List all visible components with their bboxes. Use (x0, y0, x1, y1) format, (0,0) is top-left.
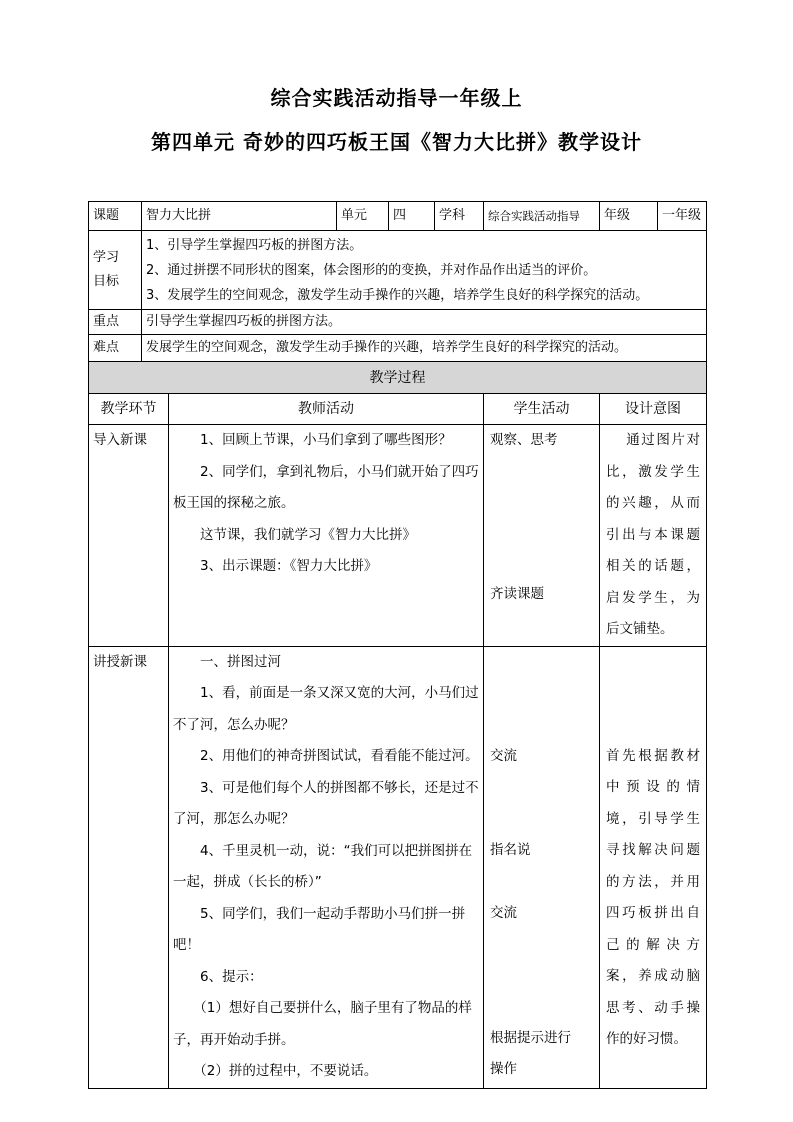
teacher-line: 1、看，前面是一条又深又宽的大河，小马们过不了河，怎么办呢？ (173, 685, 479, 733)
teacher-line: 这节课，我们就学习《智力大比拼》 (200, 526, 416, 543)
lesson-teacher (169, 646, 484, 1088)
process-section-title: 教学过程 (89, 362, 707, 394)
lesson-row (89, 646, 707, 1088)
unit-label: 单元 (337, 202, 389, 231)
teacher-line: （2）拼的过程中，不要说话。 (193, 1063, 378, 1079)
teacher-line: 4、千里灵机一动，说：“我们可以把拼图拼在一起，拼成（长长的桥）” (173, 842, 473, 890)
goals-label-line2: 目标 (93, 274, 120, 289)
difficulty-text: 发展学生的空间观念，激发学生动手操作的兴趣，培养学生良好的科学探究的活动。 (142, 335, 707, 362)
intro-teacher (169, 425, 484, 647)
intent-text: 通过图片对比，激发学生的兴趣，从而引出与本课题相关的话题，启发学生，为后文铺垫。 (606, 432, 700, 637)
teacher-line: （1）想好自己要拼什么，脑子里有了物品的样子，再开始动手拼。 (173, 1000, 472, 1048)
student-line: 交流 (490, 747, 517, 764)
student-line: 交流 (490, 904, 517, 921)
key-point-text: 引导学生掌握四巧板的拼图方法。 (142, 310, 707, 335)
goal-item: 3、发展学生的空间观念，激发学生动手操作的兴趣，培养学生良好的科学探究的活动。 (146, 287, 649, 303)
header-teacher: 教师活动 (169, 394, 484, 425)
course-label: 课题 (89, 202, 142, 231)
key-point-row (89, 310, 707, 335)
header-student: 学生活动 (484, 394, 600, 425)
teacher-line: 1、回顾上节课，小马们拿到了哪些图形？ (200, 432, 452, 448)
student-line: 观察、思考 (490, 432, 558, 448)
lesson-stage: 讲授新课 (89, 646, 169, 1088)
grade-label: 年级 (600, 202, 658, 231)
goals-content (142, 231, 707, 310)
unit-value: 四 (389, 202, 435, 231)
document-subtitle: 第四单元 奇妙的四巧板王国《智力大比拼》教学设计 (151, 130, 642, 154)
goals-label (89, 231, 142, 310)
student-line: 指名说 (490, 841, 531, 858)
teacher-line: 2、用他们的神奇拼图试试，看看能不能过河。 (200, 748, 479, 764)
lesson-intent (600, 646, 707, 1088)
process-title-row (89, 362, 707, 394)
lesson-student (484, 646, 600, 1088)
intent-text: 首先根据教材中预设的情境，引导学生寻找解决问题的方法，并用四巧板拼出自己的解决方案，养成动脑思考、动手操作的好习惯。 (606, 747, 700, 1047)
lesson-plan-table (88, 201, 707, 1089)
key-point-label: 重点 (89, 310, 142, 335)
teacher-line: 3、出示课题：《智力大比拼》 (200, 558, 378, 574)
goals-label-line1: 学习 (93, 250, 120, 265)
teacher-line: 5、同学们，我们一起动手帮助小马们拼一拼吧！ (173, 905, 466, 953)
grade-value: 一年级 (658, 202, 707, 231)
difficulty-label: 难点 (89, 335, 142, 362)
teacher-line: 一、拼图过河 (200, 653, 281, 670)
subject-label: 学科 (435, 202, 484, 231)
intro-stage: 导入新课 (89, 425, 169, 647)
goals-row (89, 231, 707, 310)
course-value: 智力大比拼 (142, 202, 337, 231)
teacher-line: 6、提示： (200, 968, 263, 985)
document-title: 综合实践活动指导一年级上 (270, 86, 523, 110)
teacher-line: 2、同学们，拿到礼物后，小马们就开始了四巧板王国的探秘之旅。 (173, 463, 479, 511)
subject-value: 综合实践活动指导 (484, 202, 600, 231)
header-intent: 设计意图 (600, 394, 707, 425)
goal-item: 2、通过拼摆不同形状的图案，体会图形的的变换，并对作品作出适当的评价。 (146, 262, 597, 278)
student-line: 根据提示进行操作 (490, 1029, 571, 1077)
intro-row (89, 425, 707, 647)
teacher-line: 3、可是他们每个人的拼图都不够长，还是过不了河，那怎么办呢？ (173, 779, 479, 827)
student-line: 齐读课题 (490, 586, 544, 602)
difficulty-row (89, 335, 707, 362)
intro-student (484, 425, 600, 647)
header-stage: 教学环节 (89, 394, 169, 425)
goal-item: 1、引导学生掌握四巧板的拼图方法。 (146, 237, 363, 253)
process-header-row (89, 394, 707, 425)
info-row (89, 202, 707, 231)
intro-intent (600, 425, 707, 647)
